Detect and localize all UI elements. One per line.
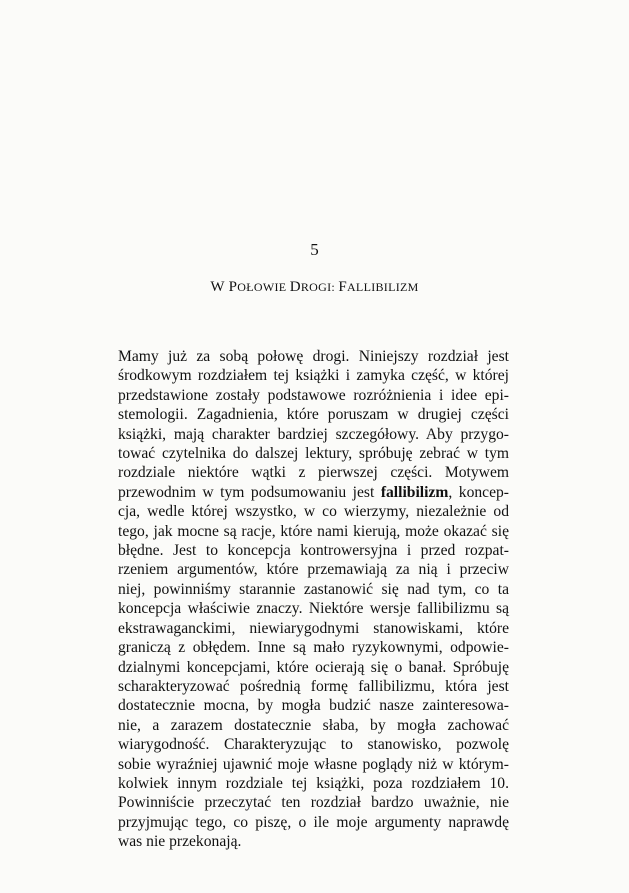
text-line: przyjmując tego, co piszę, o ile moje argumenty naprawdę (118, 813, 509, 831)
text-line: przedstawione zostały podstawowe rozróżnienia i idee epi- (118, 386, 509, 404)
text-line: koncepcja właściwie znaczy. Niektóre wersje fallibilizmu są (118, 600, 509, 618)
text-line: ekstrawaganckimi, niewiarygodnymi stanowiskami, które (118, 619, 509, 637)
text-line: rzeniem argumentów, które przemawiają za nią i przeciw (118, 561, 509, 579)
chapter-title-part: F (338, 279, 347, 295)
chapter-title-part: D (289, 279, 301, 295)
text-line: was nie przekonają. (118, 833, 242, 851)
text-line: przewodnim w tym podsumowaniu jest fallibilizm, koncep- (118, 483, 509, 501)
emphasized-term: fallibilizm (380, 483, 449, 501)
text-line: wiarygodność. Charakteryzując to stanowisko, pozwolę (118, 736, 509, 754)
text-line: książki, mają charakter bardziej szczegółowy. Aby przygo- (118, 425, 509, 443)
text-line: stemologii. Zagadnienia, które poruszam w drugiej części (118, 406, 509, 424)
chapter-title-part: W (210, 279, 229, 295)
text-line: Mamy już za sobą połowę drogi. Niniejszy rozdział jest (118, 348, 509, 365)
text-line: dzialnymi koncepcjami, które ocierają się o banał. Spróbuję (118, 658, 509, 676)
chapter-title-part: OŁOWIE (237, 280, 290, 294)
text-line: niej, powinniśmy starannie zastanowić się nad tym, co ta (118, 580, 509, 598)
chapter-title (0, 277, 629, 297)
chapter-title-part: ALLIBILIZM (346, 280, 419, 294)
chapter-title-part: P (228, 279, 238, 295)
chapter-body-paragraph (118, 347, 509, 852)
text-line: tego, jak mocne są racje, które nami kierują, może okazać się (118, 522, 509, 540)
text-line: kolwiek innym rozdziale tej książki, poza rozdziałem 10. (118, 774, 509, 792)
text-line: środkowym rozdziałem tej książki i zamyka część, w której (118, 367, 509, 385)
text-line: nie, a zarazem dostatecznie słaba, by mogła zachować (118, 716, 509, 734)
text-line: rozdziale niektóre wątki z pierwszej części. Motywem (118, 464, 509, 482)
text-line: tować czytelnika do dalszej lektury, spróbuję zebrać w tym (118, 445, 509, 463)
text-line: graniczą z obłędem. Inne są mało ryzykownymi, odpowie- (118, 639, 509, 657)
text-line: sobie wyraźniej ujawnić moje własne poglądy niż w którym- (118, 755, 509, 773)
chapter-title-part: ROGI: (300, 280, 339, 294)
text-line: dostatecznie mocna, by mogła budzić nasze zainteresowa- (118, 697, 509, 715)
text-line: Powinniście przeczytać ten rozdział bardzo uważnie, nie (118, 794, 509, 812)
text-line: błędne. Jest to koncepcja kontrowersyjna i przed rozpat- (118, 542, 509, 560)
chapter-number: 5 (310, 240, 319, 259)
text-line: scharakteryzować pośrednią formę fallibilizmu, która jest (118, 677, 509, 695)
text-line: cja, wedle której wszystko, w co wierzymy, niezależnie od (118, 503, 509, 521)
